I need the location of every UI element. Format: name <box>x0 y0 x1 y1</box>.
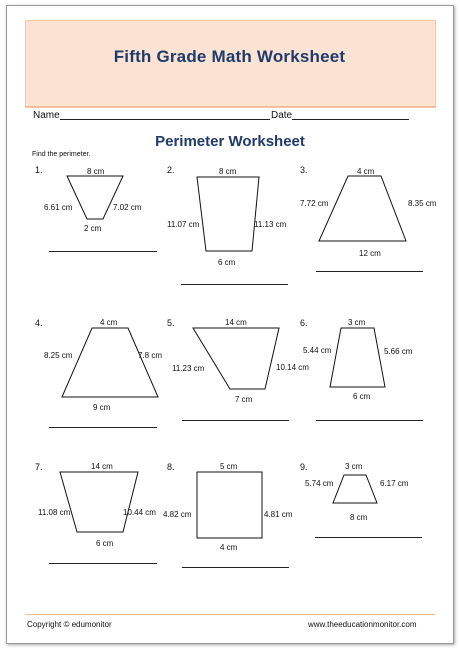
side-label-right: 7.02 cm <box>113 203 142 212</box>
side-label-top: 14 cm <box>225 318 247 327</box>
side-label-bottom: 4 cm <box>220 543 238 552</box>
side-label-right: 10.44 cm <box>123 508 156 517</box>
trapezoid-3 <box>319 176 406 241</box>
problem-number: 5. <box>167 318 175 328</box>
trapezoid-5 <box>193 328 279 389</box>
answer-line-3[interactable] <box>316 271 423 272</box>
side-label-left: 4.82 cm <box>163 510 192 519</box>
side-label-right: 5.66 cm <box>384 347 413 356</box>
side-label-bottom: 12 cm <box>359 249 381 258</box>
problem-number: 7. <box>35 462 43 472</box>
answer-line-9[interactable] <box>315 537 422 538</box>
problem-number: 1. <box>35 165 43 175</box>
side-label-top: 14 cm <box>91 462 113 471</box>
instruction-text: Find the perimeter. <box>32 151 91 158</box>
side-label-right: 7.8 cm <box>138 351 163 360</box>
section-title: Perimeter Worksheet <box>155 133 305 150</box>
side-label-bottom: 8 cm <box>350 513 368 522</box>
problem-number: 2. <box>167 165 175 175</box>
side-label-top: 4 cm <box>357 167 375 176</box>
trapezoid-9 <box>333 475 377 503</box>
trapezoid-8 <box>197 472 262 538</box>
side-label-left: 5.44 cm <box>303 346 332 355</box>
side-label-bottom: 6 cm <box>96 539 114 548</box>
side-label-bottom: 6 cm <box>353 392 371 401</box>
trapezoid-2 <box>197 177 259 251</box>
side-label-right: 4.81 cm <box>264 510 293 519</box>
side-label-bottom: 2 cm <box>84 224 102 233</box>
answer-line-4[interactable] <box>49 427 157 428</box>
page-title: Fifth Grade Math Worksheet <box>113 47 346 66</box>
side-label-left: 5.74 cm <box>305 479 334 488</box>
date-label: Date <box>271 110 293 121</box>
side-label-left: 11.23 cm <box>172 364 205 373</box>
answer-line-5[interactable] <box>182 420 289 421</box>
website-text: www.theeducationmonitor.com <box>308 620 417 629</box>
side-label-left: 11.07 cm <box>167 220 200 229</box>
side-label-top: 8 cm <box>219 167 237 176</box>
trapezoid-7 <box>60 472 138 532</box>
side-label-right: 11.13 cm <box>254 220 287 229</box>
problem-number: 3. <box>300 165 308 175</box>
problem-number: 4. <box>35 318 43 328</box>
side-label-left: 11.08 cm <box>38 508 71 517</box>
name-label: Name <box>33 110 60 121</box>
trapezoid-4 <box>62 328 158 397</box>
copyright-text: Copyright © edumonitor <box>27 620 112 629</box>
side-label-bottom: 7 cm <box>235 395 253 404</box>
side-label-top: 3 cm <box>348 318 366 327</box>
side-label-right: 6.17 cm <box>380 479 409 488</box>
problem-number: 6. <box>300 318 308 328</box>
trapezoid-1 <box>67 176 123 219</box>
answer-line-2[interactable] <box>181 284 288 285</box>
side-label-left: 6.61 cm <box>44 203 73 212</box>
answer-line-7[interactable] <box>49 563 157 564</box>
side-label-top: 8 cm <box>87 167 105 176</box>
side-label-bottom: 9 cm <box>93 403 111 412</box>
problem-number: 9. <box>300 462 308 472</box>
side-label-top: 4 cm <box>100 318 118 327</box>
footer-divider <box>25 614 435 615</box>
side-label-right: 8.35 cm <box>408 199 437 208</box>
side-label-top: 3 cm <box>345 462 363 471</box>
answer-line-6[interactable] <box>316 420 423 421</box>
side-label-top: 5 cm <box>220 462 238 471</box>
side-label-right: 10.14 cm <box>276 363 309 372</box>
side-label-left: 8.25 cm <box>44 351 73 360</box>
answer-line-8[interactable] <box>182 567 289 568</box>
answer-line-1[interactable] <box>49 251 157 252</box>
problem-number: 8. <box>167 462 175 472</box>
side-label-left: 7.72 cm <box>300 199 329 208</box>
trapezoid-6 <box>330 328 385 387</box>
side-label-bottom: 6 cm <box>218 258 236 267</box>
